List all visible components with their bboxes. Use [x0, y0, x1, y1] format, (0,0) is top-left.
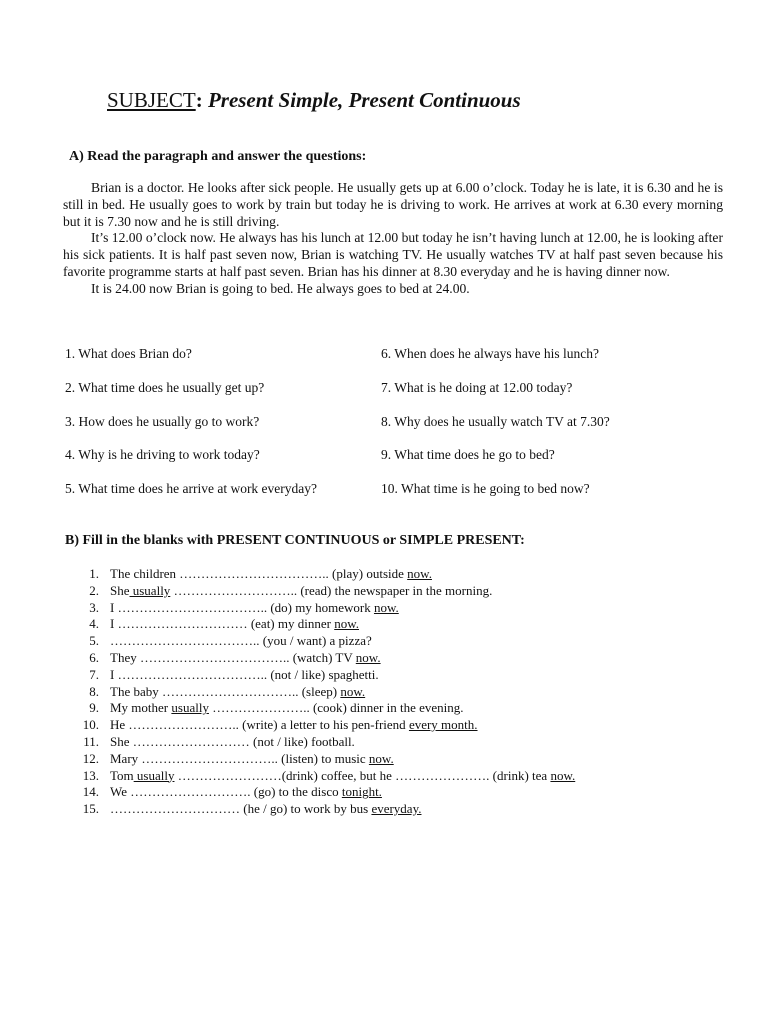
time-expression: now. — [355, 649, 381, 665]
exercise-sentence — [110, 667, 379, 684]
question-item: 4. Why is he driving to work today? — [65, 447, 260, 463]
exercise-number: 11. — [83, 733, 99, 749]
time-expression: now. — [334, 616, 360, 632]
question-row — [65, 447, 705, 481]
time-expression: now. — [373, 599, 399, 615]
exercise-number: 12. — [82, 750, 99, 766]
time-expression: usually — [171, 700, 209, 716]
sentence-text: I …………………………….. (not / like) spaghetti. — [110, 666, 379, 682]
subject-label: SUBJECT — [107, 88, 196, 112]
exercise-sentence — [110, 768, 575, 785]
exercise-sentence — [110, 583, 492, 600]
sentence-text: The children …………………………….. (play) outside — [110, 566, 408, 581]
exercise-number: 9. — [89, 700, 99, 716]
sentence-text: She ……………………… (not / like) football. — [110, 733, 355, 749]
sentence-text: The baby ………………………….. (sleep) — [110, 683, 341, 699]
exercise-number: 4. — [89, 616, 99, 632]
exercise-number: 6. — [89, 649, 99, 665]
question-item: 10. What time is he going to bed now? — [381, 481, 590, 497]
exercise-sentence — [110, 751, 394, 768]
sentence-text: ……………………….. (read) the newspaper in the morning. — [170, 582, 493, 598]
sentence-text: ………………….. (cook) dinner in the evening. — [208, 700, 464, 716]
question-item: 1. What does Brian do? — [65, 346, 192, 361]
question-item: 8. Why does he usually watch TV at 7.30? — [381, 413, 610, 429]
time-expression: tonight. — [341, 784, 382, 800]
exercise-sentence — [110, 633, 372, 650]
sentence-text: …………………………….. (you / want) a pizza? — [110, 633, 372, 649]
exercise-number: 14. — [82, 784, 99, 800]
exercise-sentence — [110, 784, 382, 801]
page-title — [107, 88, 521, 113]
sentence-text: Mary ………………………….. (listen) to music — [110, 750, 369, 766]
exercise-sentence — [110, 801, 421, 818]
question-item: 3. How does he usually go to work? — [65, 413, 260, 429]
section-b-heading: B) Fill in the blanks with PRESENT CONTINUOUS or SIMPLE PRESENT: — [65, 533, 525, 548]
exercise-sentence — [110, 684, 365, 701]
exercise-sentence — [110, 566, 432, 583]
exercise-number: 8. — [89, 683, 99, 699]
sentence-text: He …………………….. (write) a letter to his pen-friend — [110, 717, 409, 733]
time-expression: now. — [368, 750, 394, 766]
exercise-sentence — [110, 600, 399, 617]
sentence-text: I ………………………… (eat) my dinner — [110, 616, 335, 632]
sentence-text: She — [110, 582, 130, 598]
exercise-number: 13. — [82, 767, 99, 783]
sentence-text: We ………………………. (go) to the disco — [110, 784, 342, 800]
time-expression: everyday. — [371, 801, 422, 817]
exercise-number: 15. — [82, 801, 99, 817]
exercise-number: 10. — [82, 717, 99, 733]
question-item: 2. What time does he usually get up? — [65, 379, 265, 395]
question-row — [65, 414, 705, 448]
question-item: 9. What time does he go to bed? — [381, 447, 555, 463]
exercise-number: 2. — [89, 582, 99, 598]
reading-passage — [63, 180, 723, 298]
question-item: 6. When does he always have his lunch? — [381, 346, 599, 361]
subject-topic: Present Simple, Present Continuous — [202, 88, 521, 112]
time-expression: every month. — [408, 717, 478, 733]
question-row — [65, 380, 705, 414]
exercise-number: 5. — [89, 633, 99, 649]
sentence-text: Tom — [110, 767, 134, 783]
questions-list — [65, 346, 705, 515]
sentence-text: My mother — [110, 700, 172, 716]
question-item: 7. What is he doing at 12.00 today? — [381, 379, 573, 395]
exercise-number: 3. — [89, 599, 99, 615]
question-row — [65, 481, 705, 515]
time-expression: now. — [407, 566, 432, 581]
question-item: 5. What time does he arrive at work everyday? — [65, 481, 318, 497]
time-expression: now. — [550, 767, 576, 783]
question-row — [65, 346, 705, 380]
subject-colon: : — [195, 88, 203, 112]
passage-paragraph: It is 24.00 now Brian is going to bed. He always goes to bed at 24.00. — [91, 280, 470, 296]
exercise-number: 1. — [89, 566, 99, 581]
exercise-sentence — [110, 700, 464, 717]
time-expression: usually — [129, 582, 171, 598]
passage-paragraph: Brian is a doctor. He looks after sick people. He usually gets up at 6.00 o’clock. Today he is late, it is 6.30 and he is still in bed. He usually goes to work by train but today he is driving to work. He arrives at work at 6.30 every morning but it is 7.30 now and he is still driving. — [63, 180, 723, 229]
passage-paragraph: It’s 12.00 o’clock now. He always has his lunch at 12.00 but today he isn’t having lunch at 12.00, he is looking after his sick patients. It is half past seven now, Brian is watching TV. He usually watches TV at half past seven because his favorite programme starts at half past seven. Brian has his dinner at 8.30 everyday and he is having dinner now. — [63, 230, 723, 279]
sentence-text: They …………………………….. (watch) TV — [110, 649, 356, 665]
time-expression: usually — [133, 767, 175, 783]
time-expression: now. — [340, 683, 366, 699]
exercise-sentence — [110, 717, 478, 734]
sentence-text: ……………………(drink) coffee, but he …………………. (drink) tea — [174, 767, 551, 783]
exercise-sentence — [110, 734, 355, 751]
section-a-heading: A) Read the paragraph and answer the questions: — [69, 149, 367, 164]
exercise-number: 7. — [89, 666, 99, 682]
exercise-sentence — [110, 650, 381, 667]
sentence-text: ………………………… (he / go) to work by bus — [110, 801, 372, 817]
sentence-text: I …………………………….. (do) my homework — [110, 599, 374, 615]
exercise-sentence — [110, 616, 359, 633]
